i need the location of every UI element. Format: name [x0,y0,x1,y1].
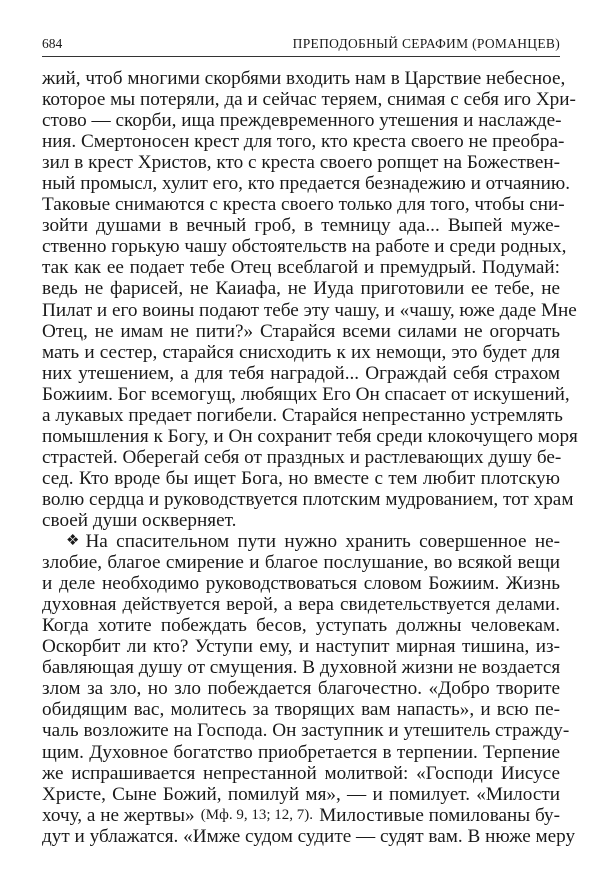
text-line: Таковые снимаются с креста своего только для того, чтобы сни- [42,194,565,216]
text-line: сед. Кто вроде бы ищет Бога, но вместе с тем любит плотскую [42,467,560,489]
text-line: щим. Духовное богатство приобретается в терпении. Терпение [42,741,560,763]
text-line: На спасительном пути нужно хранить совершенное не- [85,531,560,553]
text-line: же испрашивается непрестанной молитвой: «Господи Иисусе [42,762,560,784]
text-line: страстей. Оберегай себя от праздных и растлевающих душу бе- [42,446,562,468]
text-line: Божиим. Бог всемогущ, любящих Его Он спасает от искушений, [42,383,570,405]
text-line: злом за зло, но зло побеждается благочестно. «Добро творите [42,678,560,700]
text-line: помышления к Богу, и Он сохранит тебя среди клокочущего моря [42,425,578,447]
text-line: чаль возложите на Господа. Он заступник и утешитель стражду- [42,720,570,742]
reference-line [42,805,560,826]
text-line: так как ее подает тебе Отец всеблагой и премудрый. Подумай: [42,257,560,279]
text-line: зойти душами в вечный гроб, в темницу ада... Выпей муже- [42,215,560,237]
text-line: Отец, не имам не пити?» Старайся всеми силами не огорчать [42,320,560,342]
text-line: дут и ублажатся. «Имже судом судите — судят вам. В нюже меру [42,825,576,847]
text-line: Оскорбит ли кто? Уступи ему, и наступит мирная тишина, из- [42,636,560,658]
text-segment: хочу, а не жертвы» [42,804,195,826]
text-line: жий, чтоб многими скорбями входить нам в Царствие небесное, [42,68,566,89]
text-line: мать и сестер, старайся снисходить к их немощи, это будет для [42,341,560,363]
text-line: Когда хотите побеждать бесов, уступать должны человекам. [42,615,560,637]
text-line: а лукавых предает погибели. Старайся непрестанно устремлять [42,404,563,426]
text-line: зил в крест Христов, кто с креста своего ропщет на Божествен- [42,152,560,174]
text-line: ный промысл, хулит его, кто предается безнадежию и отчаянию. [42,173,571,195]
text-line: злобие, благое смирение и благое послушание, во всякой вещи [42,552,560,574]
text-line: волю сердца и руководствуется плотским мудрованием, тот храм [42,488,574,510]
text-line: своей души оскверняет. [42,509,237,531]
page-body [42,68,578,847]
page-number: 684 [42,36,63,51]
text-line: них утешением, а для тебя наградой... Ограждай себя страхом [42,362,560,384]
text-line: Христе, Сыне Божий, помилуй мя», — и помилует. «Милости [42,783,560,805]
text-line: обидящим вас, молитесь за творящих вам напасть», и всю пе- [42,699,560,721]
text-line: духовная действуется верой, а вера свидетельствуется делами. [42,594,560,616]
text-line: ственно горькую чашу обстоятельств на работе и среди родных, [42,236,567,258]
text-line: Пилат и его воины подают тебе эту чашу, и «чашу, юже даде Мне [42,299,577,321]
text-line: стово — скорби, ища преждевременного утешения и наслажде- [42,110,562,132]
text-line: ведь не фарисей, не Каиафа, не Иуда приготовили ее тебе, не [42,278,560,300]
running-title: ПРЕПОДОБНЫЙ СЕРАФИМ (РОМАНЦЕВ) [292,36,560,51]
text-line: бавляющая душу от смущения. В духовной жизни не воздается [42,657,561,679]
running-header [42,32,560,54]
scripture-reference: (Мф. 9, 13; 12, 7). [200,806,313,823]
text-line: ния. Смертоносен крест для того, кто креста своего не преобра- [42,131,565,153]
text-line: и деле необходимо руководствоваться словом Божиим. Жизнь [42,573,560,595]
paragraph-first-line [42,531,560,552]
text-line: которое мы потеряли, да и сейчас теряем, снимая с себя иго Хри- [42,89,576,111]
header-rule [42,56,560,57]
text-segment: Милостивые помилованы бу- [319,804,560,826]
paragraph-bullet-icon: ❖ [66,533,80,550]
